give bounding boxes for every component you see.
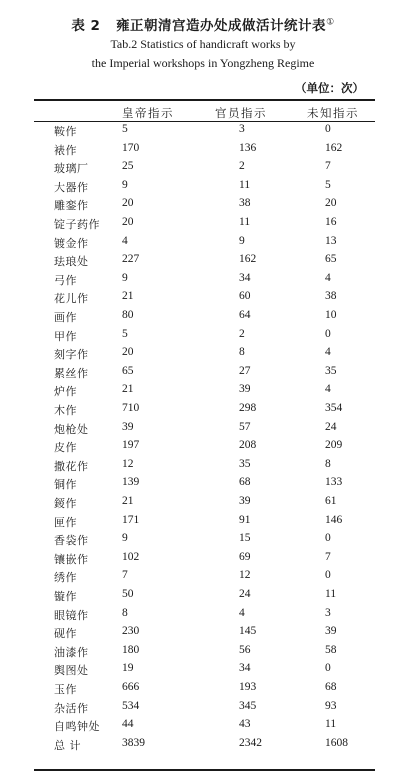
emperor-count-cell: 9	[122, 178, 128, 191]
workshop-name-cell: 眼镜作	[54, 608, 89, 622]
emperor-count-cell: 171	[122, 513, 140, 526]
unknown-count-cell: 13	[325, 234, 337, 247]
workshop-name-cell: 自鸣钟处	[54, 720, 100, 734]
top-rule	[34, 99, 375, 101]
official-count-cell: 91	[239, 513, 251, 526]
official-count-cell: 68	[239, 476, 251, 489]
workshop-name-cell: 锭子药作	[54, 218, 100, 231]
workshop-name-cell: 炉作	[54, 385, 77, 399]
unknown-count-cell: 0	[325, 662, 331, 675]
official-count-cell: 193	[239, 681, 257, 693]
emperor-count-cell: 3839	[122, 736, 145, 749]
table-row	[34, 662, 375, 681]
official-count-cell: 39	[239, 383, 251, 396]
table-row	[34, 588, 375, 607]
unknown-count-cell: 8	[325, 457, 331, 470]
workshop-name-cell: 绣作	[54, 571, 77, 585]
table-row	[34, 514, 375, 533]
official-count-cell: 145	[239, 625, 257, 638]
table-row	[34, 290, 375, 309]
emperor-count-cell: 9	[122, 271, 128, 284]
official-count-cell: 27	[239, 364, 251, 377]
table-row	[34, 476, 375, 495]
official-count-cell: 208	[239, 439, 257, 452]
official-count-cell: 43	[239, 718, 251, 731]
emperor-count-cell: 180	[122, 643, 140, 656]
table-row	[34, 737, 375, 756]
unknown-count-cell: 354	[325, 402, 343, 414]
workshop-name-cell: 镶嵌作	[54, 552, 89, 566]
unknown-count-cell: 65	[325, 253, 337, 266]
emperor-count-cell: 20	[122, 216, 134, 228]
official-count-cell: 38	[239, 197, 251, 210]
official-count-cell: 2	[239, 160, 245, 173]
table-row	[34, 495, 375, 514]
official-count-cell: 8	[239, 346, 245, 359]
unknown-count-cell: 20	[325, 197, 337, 210]
emperor-count-cell: 710	[122, 402, 140, 414]
emperor-count-cell: 230	[122, 625, 140, 638]
emperor-count-cell: 197	[122, 439, 140, 452]
footnote-mark: ①	[326, 17, 335, 28]
workshop-name-cell: 甲作	[54, 329, 77, 343]
workshop-name-cell: 舆图处	[54, 664, 89, 678]
unknown-count-cell: 38	[325, 290, 337, 303]
unknown-count-cell: 162	[325, 141, 343, 154]
workshop-name-cell: 撒花作	[54, 459, 89, 473]
table-row	[34, 551, 375, 570]
unknown-count-cell: 0	[325, 569, 331, 582]
official-count-cell: 9	[239, 234, 245, 247]
emperor-count-cell: 20	[122, 197, 134, 210]
table-row	[34, 179, 375, 198]
table-row	[34, 160, 375, 179]
table-row	[34, 309, 375, 328]
table-row	[34, 235, 375, 254]
emperor-count-cell: 102	[122, 550, 140, 563]
unknown-count-cell: 4	[325, 383, 331, 396]
workshop-name-cell: 鞍作	[54, 125, 77, 138]
official-count-cell: 3	[239, 123, 245, 135]
emperor-count-cell: 80	[122, 309, 134, 321]
emperor-count-cell: 39	[122, 420, 134, 433]
unknown-count-cell: 133	[325, 476, 343, 489]
unknown-count-cell: 0	[325, 532, 331, 545]
table-row	[34, 532, 375, 551]
workshop-name-cell: 花儿作	[54, 292, 89, 306]
emperor-count-cell: 21	[122, 290, 134, 303]
workshop-name-cell: 珐琅处	[54, 255, 89, 269]
unknown-count-cell: 5	[325, 178, 331, 191]
official-count-cell: 15	[239, 532, 251, 545]
workshop-name-cell: 油漆作	[54, 645, 89, 659]
official-count-cell: 34	[239, 662, 251, 675]
workshop-name-cell: 画作	[54, 311, 77, 324]
workshop-name-cell: 总 计	[54, 738, 81, 752]
official-count-cell: 345	[239, 699, 257, 712]
workshop-name-cell: 木作	[54, 404, 77, 417]
official-count-cell: 64	[239, 309, 251, 321]
emperor-count-cell: 9	[122, 532, 128, 545]
workshop-name-cell: 錽作	[54, 497, 77, 510]
official-count-cell: 162	[239, 253, 257, 266]
official-count-cell: 11	[239, 216, 251, 228]
table-label: 表 2	[71, 18, 101, 34]
emperor-count-cell: 5	[122, 327, 128, 340]
table-row	[34, 328, 375, 347]
workshop-name-cell: 炮枪处	[54, 422, 89, 436]
unknown-count-cell: 11	[325, 588, 337, 600]
workshop-name-cell: 刻字作	[54, 348, 89, 362]
official-count-cell: 69	[239, 550, 251, 563]
table-row	[34, 718, 375, 737]
emperor-count-cell: 139	[122, 476, 140, 489]
unknown-count-cell: 4	[325, 346, 331, 359]
table-row	[34, 439, 375, 458]
workshop-name-cell: 大器作	[54, 180, 89, 194]
column-header-unknown: 未知指示	[307, 106, 359, 120]
unknown-count-cell: 11	[325, 718, 337, 731]
emperor-count-cell: 5	[122, 123, 128, 135]
table-row	[34, 346, 375, 365]
unknown-count-cell: 1608	[325, 736, 348, 749]
unknown-count-cell: 93	[325, 699, 337, 712]
workshop-name-cell: 裱作	[54, 143, 77, 157]
official-count-cell: 11	[239, 178, 251, 191]
workshop-name-cell: 皮作	[54, 441, 77, 455]
table-row	[34, 607, 375, 626]
workshop-name-cell: 雕銮作	[54, 199, 89, 213]
table-caption-en-line1: Tab.2 Statistics of handicraft works by	[110, 37, 296, 51]
table-caption-en-line2: the Imperial workshops in Yongzheng Regime	[91, 56, 315, 70]
emperor-count-cell: 44	[122, 718, 134, 731]
official-count-cell: 4	[239, 606, 245, 619]
table-row	[34, 142, 375, 161]
emperor-count-cell: 12	[122, 457, 134, 470]
unknown-count-cell: 7	[325, 550, 331, 563]
workshop-name-cell: 累丝作	[54, 366, 89, 380]
unknown-count-cell: 35	[325, 364, 337, 377]
official-count-cell: 2	[239, 327, 245, 340]
table-row	[34, 402, 375, 421]
workshop-name-cell: 镀金作	[54, 236, 89, 250]
emperor-count-cell: 25	[122, 160, 134, 173]
official-count-cell: 136	[239, 141, 257, 154]
unknown-count-cell: 61	[325, 495, 337, 507]
table-row	[34, 644, 375, 663]
workshop-name-cell: 玉作	[54, 683, 77, 696]
table-row	[34, 681, 375, 700]
unknown-count-cell: 146	[325, 513, 343, 526]
emperor-count-cell: 170	[122, 141, 140, 154]
unknown-count-cell: 7	[325, 160, 331, 173]
workshop-name-cell: 玻璃厂	[54, 162, 89, 176]
table-row	[34, 272, 375, 291]
unknown-count-cell: 58	[325, 643, 337, 656]
emperor-count-cell: 666	[122, 681, 140, 693]
official-count-cell: 57	[239, 420, 251, 433]
emperor-count-cell: 19	[122, 662, 134, 675]
unknown-count-cell: 24	[325, 420, 337, 433]
official-count-cell: 39	[239, 495, 251, 507]
official-count-cell: 35	[239, 457, 251, 470]
table-title: 雍正朝清宫造办处成做活计统计表	[116, 18, 327, 34]
emperor-count-cell: 50	[122, 588, 134, 600]
official-count-cell: 298	[239, 402, 257, 414]
table-row	[34, 365, 375, 384]
table-row	[34, 123, 375, 142]
workshop-name-cell: 香袋作	[54, 534, 89, 548]
workshop-name-cell: 匣作	[54, 515, 77, 529]
emperor-count-cell: 21	[122, 383, 134, 396]
column-header-emperor: 皇帝指示	[122, 106, 174, 120]
emperor-count-cell: 65	[122, 364, 134, 377]
table-row	[34, 700, 375, 719]
table-caption-cn	[0, 14, 406, 34]
official-count-cell: 2342	[239, 736, 262, 749]
workshop-name-cell: 弓作	[54, 273, 77, 287]
workshop-name-cell: 镟作	[54, 590, 77, 603]
emperor-count-cell: 8	[122, 606, 128, 619]
official-count-cell: 12	[239, 569, 251, 582]
emperor-count-cell: 21	[122, 495, 134, 507]
unknown-count-cell: 209	[325, 439, 343, 452]
official-count-cell: 24	[239, 588, 251, 600]
emperor-count-cell: 4	[122, 234, 128, 247]
bottom-rule	[34, 769, 375, 771]
unknown-count-cell: 39	[325, 625, 337, 638]
table-row	[34, 253, 375, 272]
unknown-count-cell: 4	[325, 271, 331, 284]
unknown-count-cell: 10	[325, 309, 337, 321]
table-row	[34, 625, 375, 644]
unknown-count-cell: 0	[325, 327, 331, 340]
table-row	[34, 569, 375, 588]
header-rule	[34, 121, 375, 122]
unknown-count-cell: 0	[325, 123, 331, 135]
column-header-official: 官员指示	[215, 106, 267, 120]
emperor-count-cell: 227	[122, 253, 140, 266]
unknown-count-cell: 3	[325, 606, 331, 619]
official-count-cell: 60	[239, 290, 251, 303]
table-row	[34, 197, 375, 216]
table-row	[34, 458, 375, 477]
emperor-count-cell: 20	[122, 346, 134, 359]
table-row	[34, 421, 375, 440]
workshop-name-cell: 砚作	[54, 627, 77, 641]
unknown-count-cell: 16	[325, 216, 337, 228]
emperor-count-cell: 7	[122, 569, 128, 582]
unit-label: （单位：次）	[295, 81, 364, 95]
workshop-name-cell: 杂活作	[54, 701, 89, 715]
workshop-name-cell: 铜作	[54, 478, 77, 492]
emperor-count-cell: 534	[122, 699, 140, 712]
table-row	[34, 216, 375, 235]
unknown-count-cell: 68	[325, 681, 337, 693]
official-count-cell: 34	[239, 271, 251, 284]
official-count-cell: 56	[239, 643, 251, 656]
table-row	[34, 383, 375, 402]
